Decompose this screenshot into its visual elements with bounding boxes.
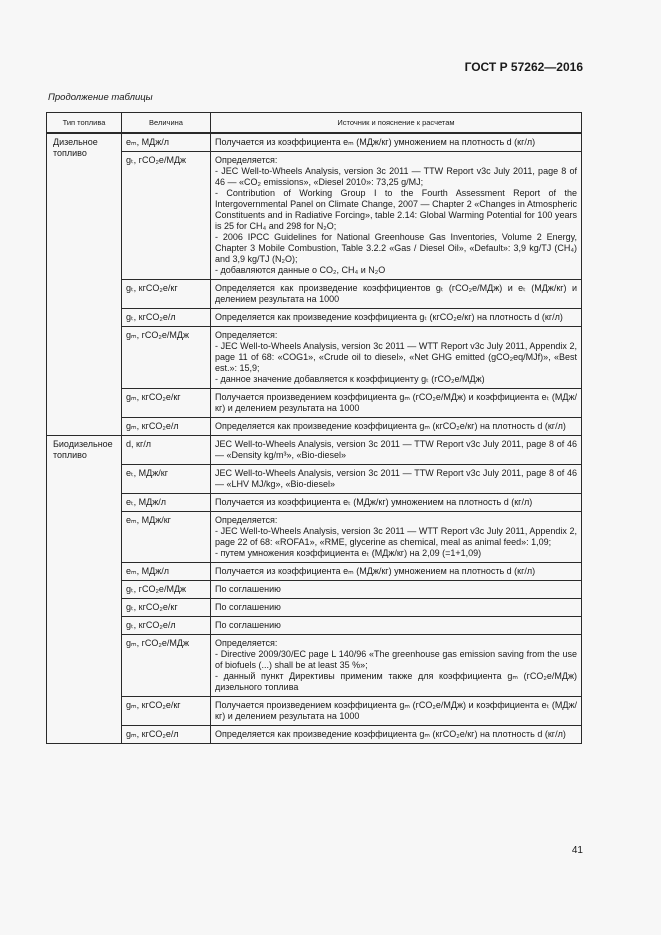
source-line: - Contribution of Working Group I to the Fourth Assessment Report of the Intergovernmental Panel on Climate Change, 2007 — Chapter 2 «Changes in Atmospheric Constituents and in Radiative Forcing», table 2.14: Global Warming Potential for 100 years is 25 for CH₄ and 298 for N₂O;	[215, 188, 577, 231]
table-row	[47, 152, 582, 280]
table-row	[47, 563, 582, 581]
table-row	[47, 418, 582, 436]
table-row	[47, 494, 582, 512]
source-line: Определяется:	[215, 638, 278, 648]
source-cell	[211, 133, 582, 152]
table-body	[47, 133, 582, 744]
source-cell	[211, 280, 582, 309]
quantity-cell: d, кг/л	[122, 436, 211, 465]
table-row	[47, 581, 582, 599]
table-header-row	[47, 113, 582, 134]
source-line: - Directive 2009/30/EC page L 140/96 «The greenhouse gas emission saving from the use of biofuels (...) shall be at least 35 %»;	[215, 649, 577, 670]
source-line: - данное значение добавляется к коэффициенту gₜ (гCO₂е/МДж)	[215, 374, 485, 384]
table-row	[47, 512, 582, 563]
quantity-cell: gₘ, гCO₂е/МДж	[122, 327, 211, 389]
quantity-cell: gₘ, кгCO₂е/кг	[122, 389, 211, 418]
source-line: - данный пункт Директивы применим также для коэффициента gₘ (гCO₂е/МДж) дизельного топлива	[215, 671, 577, 692]
source-cell	[211, 617, 582, 635]
quantity-cell: gₜ, кгCO₂е/кг	[122, 599, 211, 617]
fuel-type-cell: Биодизельное топливо	[47, 436, 122, 744]
table-row	[47, 635, 582, 697]
source-line: JEC Well-to-Wheels Analysis, version 3c 2011 — TTW Report v3c July 2011, page 8 of 46 — «Density kg/m³», «Bio-diesel»	[215, 439, 577, 460]
table-row	[47, 726, 582, 744]
source-line: Определяется как произведение коэффициента gₘ (кгCO₂е/кг) на плотность d (кг/л)	[215, 729, 566, 739]
column-header-fuel-type: Тип топлива	[47, 113, 122, 134]
quantity-cell: gₘ, кгCO₂е/кг	[122, 697, 211, 726]
source-line: Получается из коэффициента eₘ (МДж/кг) умножением на плотность d (кг/л)	[215, 137, 536, 147]
source-cell	[211, 599, 582, 617]
fuel-factors-table	[46, 112, 582, 744]
source-line: - JEC Well-to-Wheels Analysis, version 3c 2011 — WTT Report v3c July 2011, Appendix 2, page 11 of 68: «COG1», «Crude oil to diesel», «Net GHG emitted (gCO₂eq/MJf)», «Best est.»: 15,9;	[215, 341, 577, 373]
table-row	[47, 436, 582, 465]
source-line: Определяется:	[215, 155, 278, 165]
source-line: JEC Well-to-Wheels Analysis, version 3c 2011 — TTW Report v3c July 2011, page 8 of 46 — «LHV MJ/kg», «Bio-diesel»	[215, 468, 577, 489]
source-line: Получается из коэффициента eₘ (МДж/кг) умножением на плотность d (кг/л)	[215, 566, 536, 576]
quantity-cell: eₜ, МДж/л	[122, 494, 211, 512]
table-row	[47, 309, 582, 327]
quantity-cell: gₜ, гCO₂е/МДж	[122, 152, 211, 280]
table-row	[47, 599, 582, 617]
source-line: Определяется как произведение коэффициента gₜ (кгCO₂е/кг) на плотность d (кг/л)	[215, 312, 563, 322]
quantity-cell: gₘ, гCO₂е/МДж	[122, 635, 211, 697]
source-cell	[211, 389, 582, 418]
source-line: Получается из коэффициента eₜ (МДж/кг) умножением на плотность d (кг/л)	[215, 497, 533, 507]
document-header: ГОСТ Р 57262—2016	[464, 60, 583, 74]
table-row	[47, 465, 582, 494]
source-line: - путем умножения коэффициента eₜ (МДж/кг) на 2,09 (=1+1,09)	[215, 548, 482, 558]
source-line: По соглашению	[215, 620, 281, 630]
source-line: - 2006 IPCC Guidelines for National Greenhouse Gas Inventories, Volume 2 Energy, Chapter 3 Mobile Combustion, Table 3.2.2 «Gas / Diesel Oil», «Default»: 3,9 kg/TJ (CH₄) and 3,9 kg/TJ (N₂O);	[215, 232, 577, 264]
source-cell	[211, 436, 582, 465]
source-cell	[211, 327, 582, 389]
source-line: - JEC Well-to-Wheels Analysis, version 3c 2011 — TTW Report v3c July 2011, page 8 of 46 — «CO₂ emissions», «Diesel 2010»: 73,25 g/MJ;	[215, 166, 577, 187]
source-line: Определяется как произведение коэффициента gₘ (кгCO₂е/кг) на плотность d (кг/л)	[215, 421, 566, 431]
fuel-type-cell: Дизельное топливо	[47, 133, 122, 436]
table-row	[47, 327, 582, 389]
quantity-cell: gₜ, кгCO₂е/л	[122, 617, 211, 635]
quantity-cell: eₘ, МДж/кг	[122, 512, 211, 563]
source-line: Определяется как произведение коэффициентов gₜ (гCO₂е/МДж) и eₜ (МДж/кг) и делением результата на 1000	[215, 283, 577, 304]
page-number: 41	[571, 845, 583, 856]
quantity-cell: eₜ, МДж/кг	[122, 465, 211, 494]
source-cell	[211, 512, 582, 563]
quantity-cell: gₜ, кгCO₂е/кг	[122, 280, 211, 309]
source-line: Получается произведением коэффициента gₘ (гCO₂е/МДж) и коэффициента eₜ (МДж/кг) и делением результата на 1000	[215, 392, 577, 413]
source-line: Получается произведением коэффициента gₘ (гCO₂е/МДж) и коэффициента eₜ (МДж/кг) и делением результата на 1000	[215, 700, 577, 721]
quantity-cell: gₘ, кгCO₂е/л	[122, 726, 211, 744]
table-continuation-label: Продолжение таблицы	[48, 92, 153, 103]
table-row	[47, 617, 582, 635]
table-row	[47, 133, 582, 152]
table-row	[47, 389, 582, 418]
column-header-quantity: Величина	[122, 113, 211, 134]
source-cell	[211, 697, 582, 726]
source-cell	[211, 563, 582, 581]
quantity-cell: gₜ, гCO₂е/МДж	[122, 581, 211, 599]
source-cell	[211, 494, 582, 512]
source-cell	[211, 418, 582, 436]
source-line: По соглашению	[215, 602, 281, 612]
table-row	[47, 697, 582, 726]
table-row	[47, 280, 582, 309]
source-cell	[211, 465, 582, 494]
source-cell	[211, 152, 582, 280]
source-line: По соглашению	[215, 584, 281, 594]
source-cell	[211, 635, 582, 697]
source-cell	[211, 309, 582, 327]
quantity-cell: gₜ, кгCO₂е/л	[122, 309, 211, 327]
source-line: Определяется:	[215, 330, 278, 340]
source-line: Определяется:	[215, 515, 278, 525]
quantity-cell: eₘ, МДж/л	[122, 133, 211, 152]
quantity-cell: gₘ, кгCO₂е/л	[122, 418, 211, 436]
column-header-source: Источник и пояснение к расчетам	[211, 113, 582, 134]
source-line: - добавляются данные о CO₂, CH₄ и N₂O	[215, 265, 386, 275]
source-line: - JEC Well-to-Wheels Analysis, version 3c 2011 — WTT Report v3c July 2011, Appendix 2, page 22 of 68: «ROFA1», «RME, glycerine as chemical, meal as animal feed»: 1,09;	[215, 526, 577, 547]
source-cell	[211, 726, 582, 744]
source-cell	[211, 581, 582, 599]
quantity-cell: eₘ, МДж/л	[122, 563, 211, 581]
